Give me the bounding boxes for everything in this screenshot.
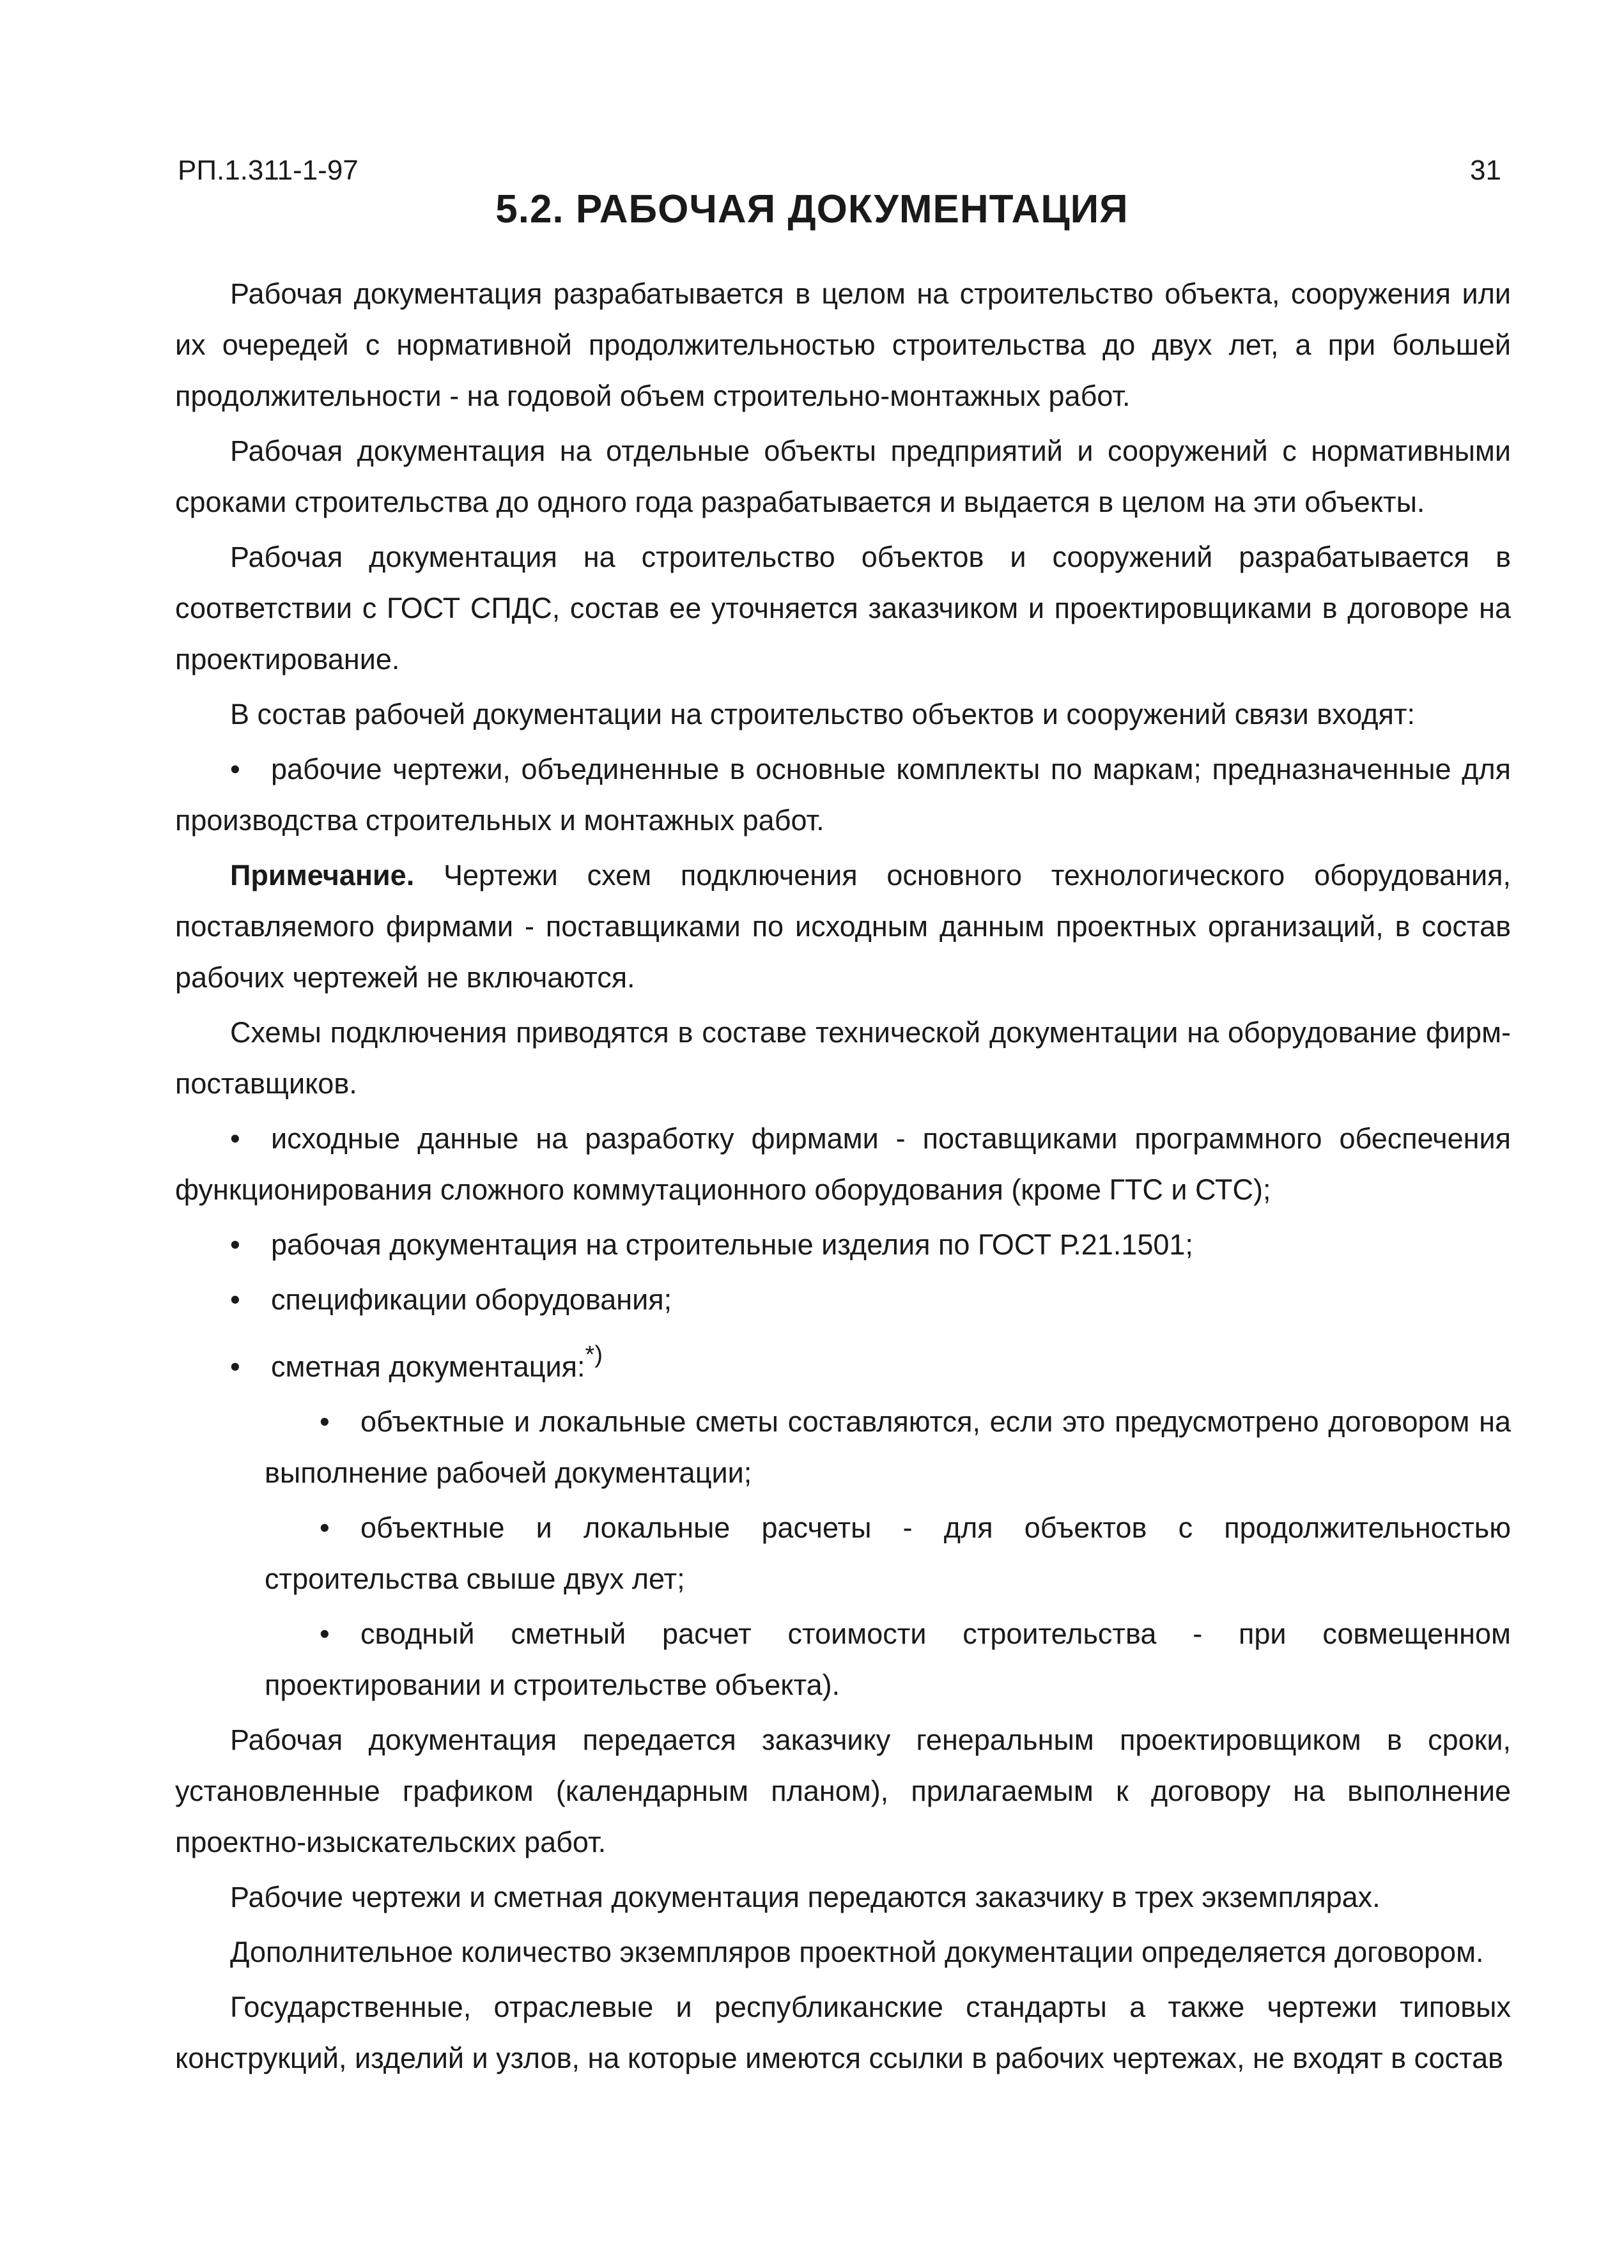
sub-list-item (265, 1502, 1511, 1605)
bullet-icon: • (230, 753, 240, 785)
sub-list-item-text: объектные и локальные сметы составляются, если это предусмотрено договором на выполнение рабочей документации; (265, 1405, 1511, 1489)
document-body (175, 268, 1511, 2088)
bullet-icon: • (320, 1511, 330, 1544)
paragraph: Рабочая документация на строительство объектов и сооружений разрабатывается в соответствии с ГОСТ СПДС, состав ее уточняется заказчиком и проектировщиками в договоре на проектирование. (175, 541, 1511, 675)
paragraph: Рабочая документация разрабатывается в целом на строительство объекта, сооружения или их очередей с нормативной продолжительностью строительства до двух лет, а при большей продолжительности - на годовой объем строительно-монтажных работ. (175, 277, 1511, 412)
list-item-text: спецификации оборудования; (271, 1283, 672, 1316)
paragraph: Рабочая документация передается заказчику генеральным проектировщиком в сроки, установленные графиком (календарным планом), прилагаемым к договору на выполнение проектно-изыскательских работ. (175, 1724, 1511, 1858)
bullet-icon: • (230, 1122, 240, 1155)
section-title: 5.2. РАБОЧАЯ ДОКУМЕНТАЦИЯ (495, 187, 1129, 231)
note-paragraph (175, 850, 1511, 1003)
bullet-icon: • (230, 1350, 240, 1383)
bullet-icon: • (320, 1405, 330, 1438)
sub-list-item (265, 1608, 1511, 1711)
list-item (175, 1329, 1511, 1392)
note-label: Примечание. (230, 859, 415, 891)
paragraph: В состав рабочей документации на строительство объектов и сооружений связи входят: (230, 698, 1415, 730)
sub-list-item-text: объектные и локальные расчеты - для объектов с продолжительностью строительства свыше двух лет; (265, 1511, 1511, 1595)
list-item-text: рабочая документация на строительные изделия по ГОСТ Р.21.1501; (271, 1228, 1193, 1261)
sub-list-item (265, 1396, 1511, 1499)
paragraph: Схемы подключения приводятся в составе технической документации на оборудование фирм-поставщиков. (175, 1016, 1511, 1100)
bullet-icon: • (230, 1283, 240, 1316)
bullet-icon: • (320, 1617, 330, 1650)
list-item-text: исходные данные на разработку фирмами - поставщиками программного обеспечения функционирования сложного коммутационного оборудования (кроме ГТС и СТС); (175, 1122, 1511, 1206)
paragraph: Государственные, отраслевые и республиканские стандарты а также чертежи типовых конструкций, изделий и узлов, на которые имеются ссылки в рабочих чертежах, не входят в состав (175, 1991, 1511, 2074)
list-item-text: сметная документация: (271, 1350, 585, 1383)
sub-list-item-text: сводный сметный расчет стоимости строительства - при совмещенном проектировании и строительстве объекта). (265, 1617, 1511, 1701)
bullet-icon: • (230, 1228, 240, 1261)
list-item (175, 1274, 1511, 1325)
list-item (175, 1113, 1511, 1215)
page-number: 31 (1470, 155, 1501, 186)
paragraph: Дополнительное количество экземпляров проектной документации определяется договором. (230, 1936, 1484, 1968)
footnote-mark: *) (585, 1341, 603, 1368)
list-item-text: рабочие чертежи, объединенные в основные комплекты по маркам; предназначенные для производства строительных и монтажных работ. (175, 753, 1511, 837)
paragraph: Рабочая документация на отдельные объекты предприятий и сооружений с нормативными сроками строительства до одного года разрабатывается и выдается в целом на эти объекты. (175, 435, 1511, 518)
note-text: Чертежи схем подключения основного технологического оборудования, поставляемого фирмами - поставщиками по исходным данным проектных организаций, в состав рабочих чертежей не включаются. (175, 859, 1511, 994)
document-code: РП.1.311-1-97 (178, 155, 359, 186)
list-item (175, 1219, 1511, 1270)
list-item (175, 744, 1511, 846)
paragraph: Рабочие чертежи и сметная документация передаются заказчику в трех экземплярах. (230, 1881, 1380, 1913)
